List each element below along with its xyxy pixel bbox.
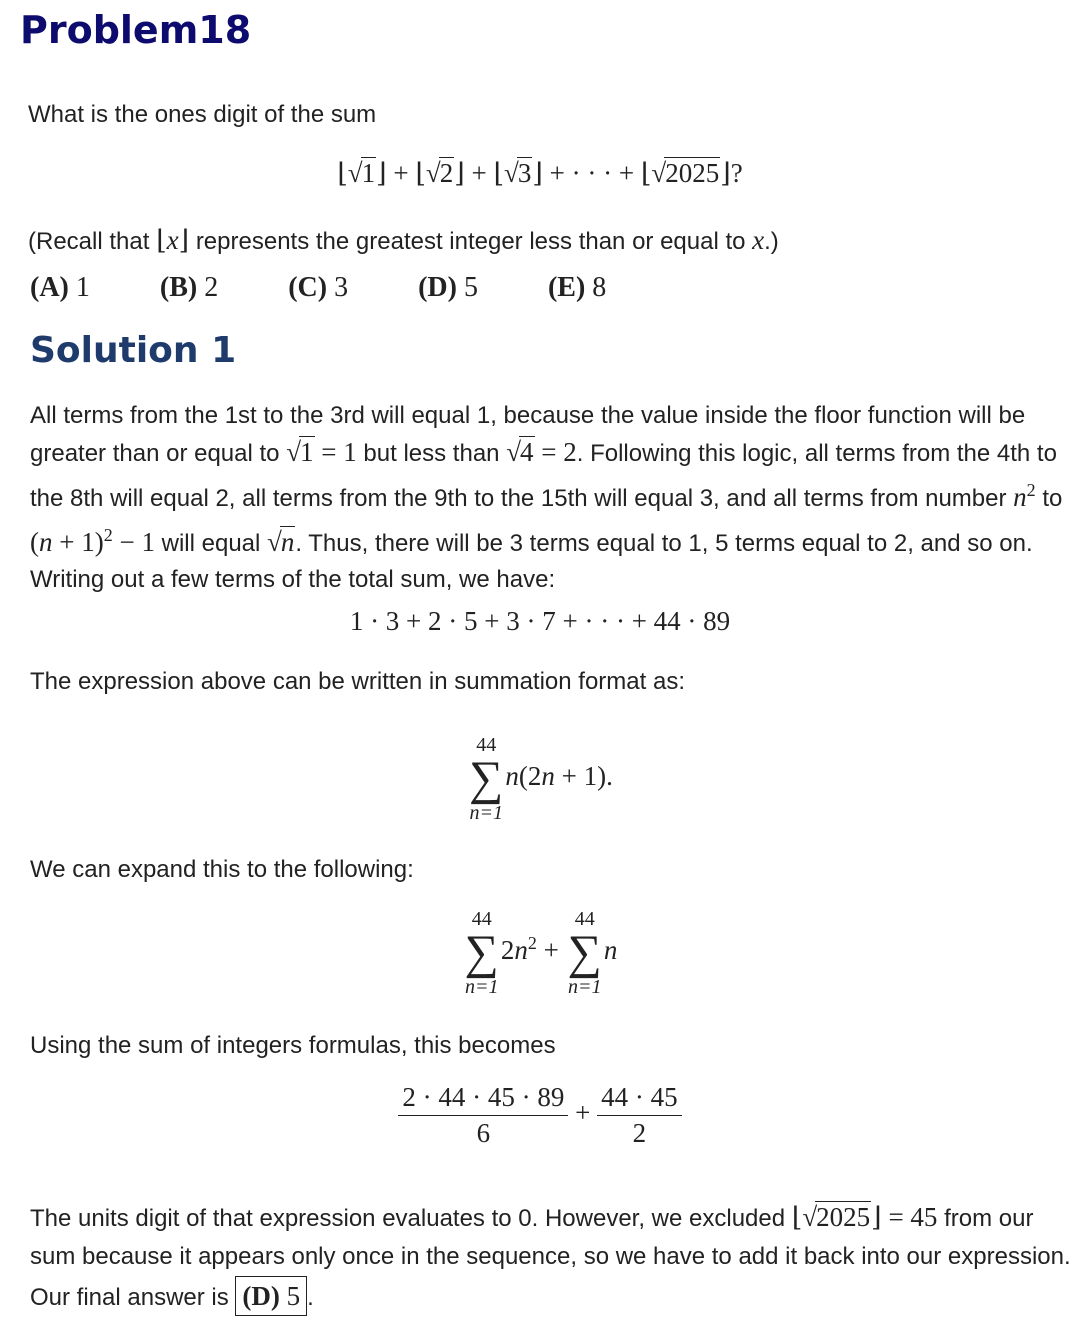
solution-paragraph-5: The units digit of that expression evaluates to 0. However, we excluded ⌊√2025⌋ = 45 from our sum because it appears only once in the sequence, so we have to add it back into our expression. Our final answer is (D) 5 .: [30, 1198, 1072, 1317]
solution-heading: Solution 1: [30, 330, 237, 371]
solution-paragraph-1: All terms from the 1st to the 3rd will equal 1, because the value inside the floor function will be greater than or equal to √1 = 1 but less than √4 = 2. Following this logic, all terms from the 4th to the 8th will equal 2, all terms from the 9th to the 15th will equal 3, and all terms from number $n^2$ to $(n + 1)^2 - 1$ will equal √n. Thus, there will be 3 terms equal to 1, 5 terms equal to 2, and so on. Writing out a few terms of the total sum, we have:: [30, 402, 1063, 593]
page-title: Problem18: [20, 8, 252, 52]
summation-formula: 44 ∑ n=1 n(2n + 1).: [469, 734, 613, 824]
solution-paragraph-3: We can expand this to the following:: [30, 856, 414, 883]
solution-paragraph-2: The expression above can be written in summation format as:: [30, 668, 685, 695]
choice-e: (E) 8: [547, 272, 607, 303]
choice-a: (A) 1: [30, 272, 90, 303]
final-answer-box: (D) 5: [235, 1276, 307, 1316]
split-summation: 44 ∑ n=1 $2n^2$ + 44 ∑ n=1 n: [464, 908, 618, 998]
choice-c: (C) 3: [288, 272, 349, 303]
recall-note: (Recall that ⌊x⌋ represents the greatest integer less than or equal to x.): [28, 225, 779, 255]
expanded-sum: 1 · 3 + 2 · 5 + 3 · 7 + · · · + 44 · 89: [349, 606, 731, 636]
fraction-expression: $\frac{2 \cdot 44 \cdot 45 \cdot 89}{6}$ + $\frac{44 \cdot 45}{2}$: [0, 1082, 1080, 1149]
answer-choices: [30, 272, 606, 304]
question-intro: What is the ones digit of the sum: [28, 101, 377, 128]
choice-b: (B) 2: [159, 272, 219, 303]
solution-paragraph-4: Using the sum of integers formulas, this becomes: [30, 1032, 556, 1059]
choice-d: (D) 5: [418, 272, 478, 303]
question-expression: ⌊√1⌋ + ⌊√2⌋ + ⌊√3⌋ + · · · + ⌊√2025⌋?: [337, 158, 743, 188]
